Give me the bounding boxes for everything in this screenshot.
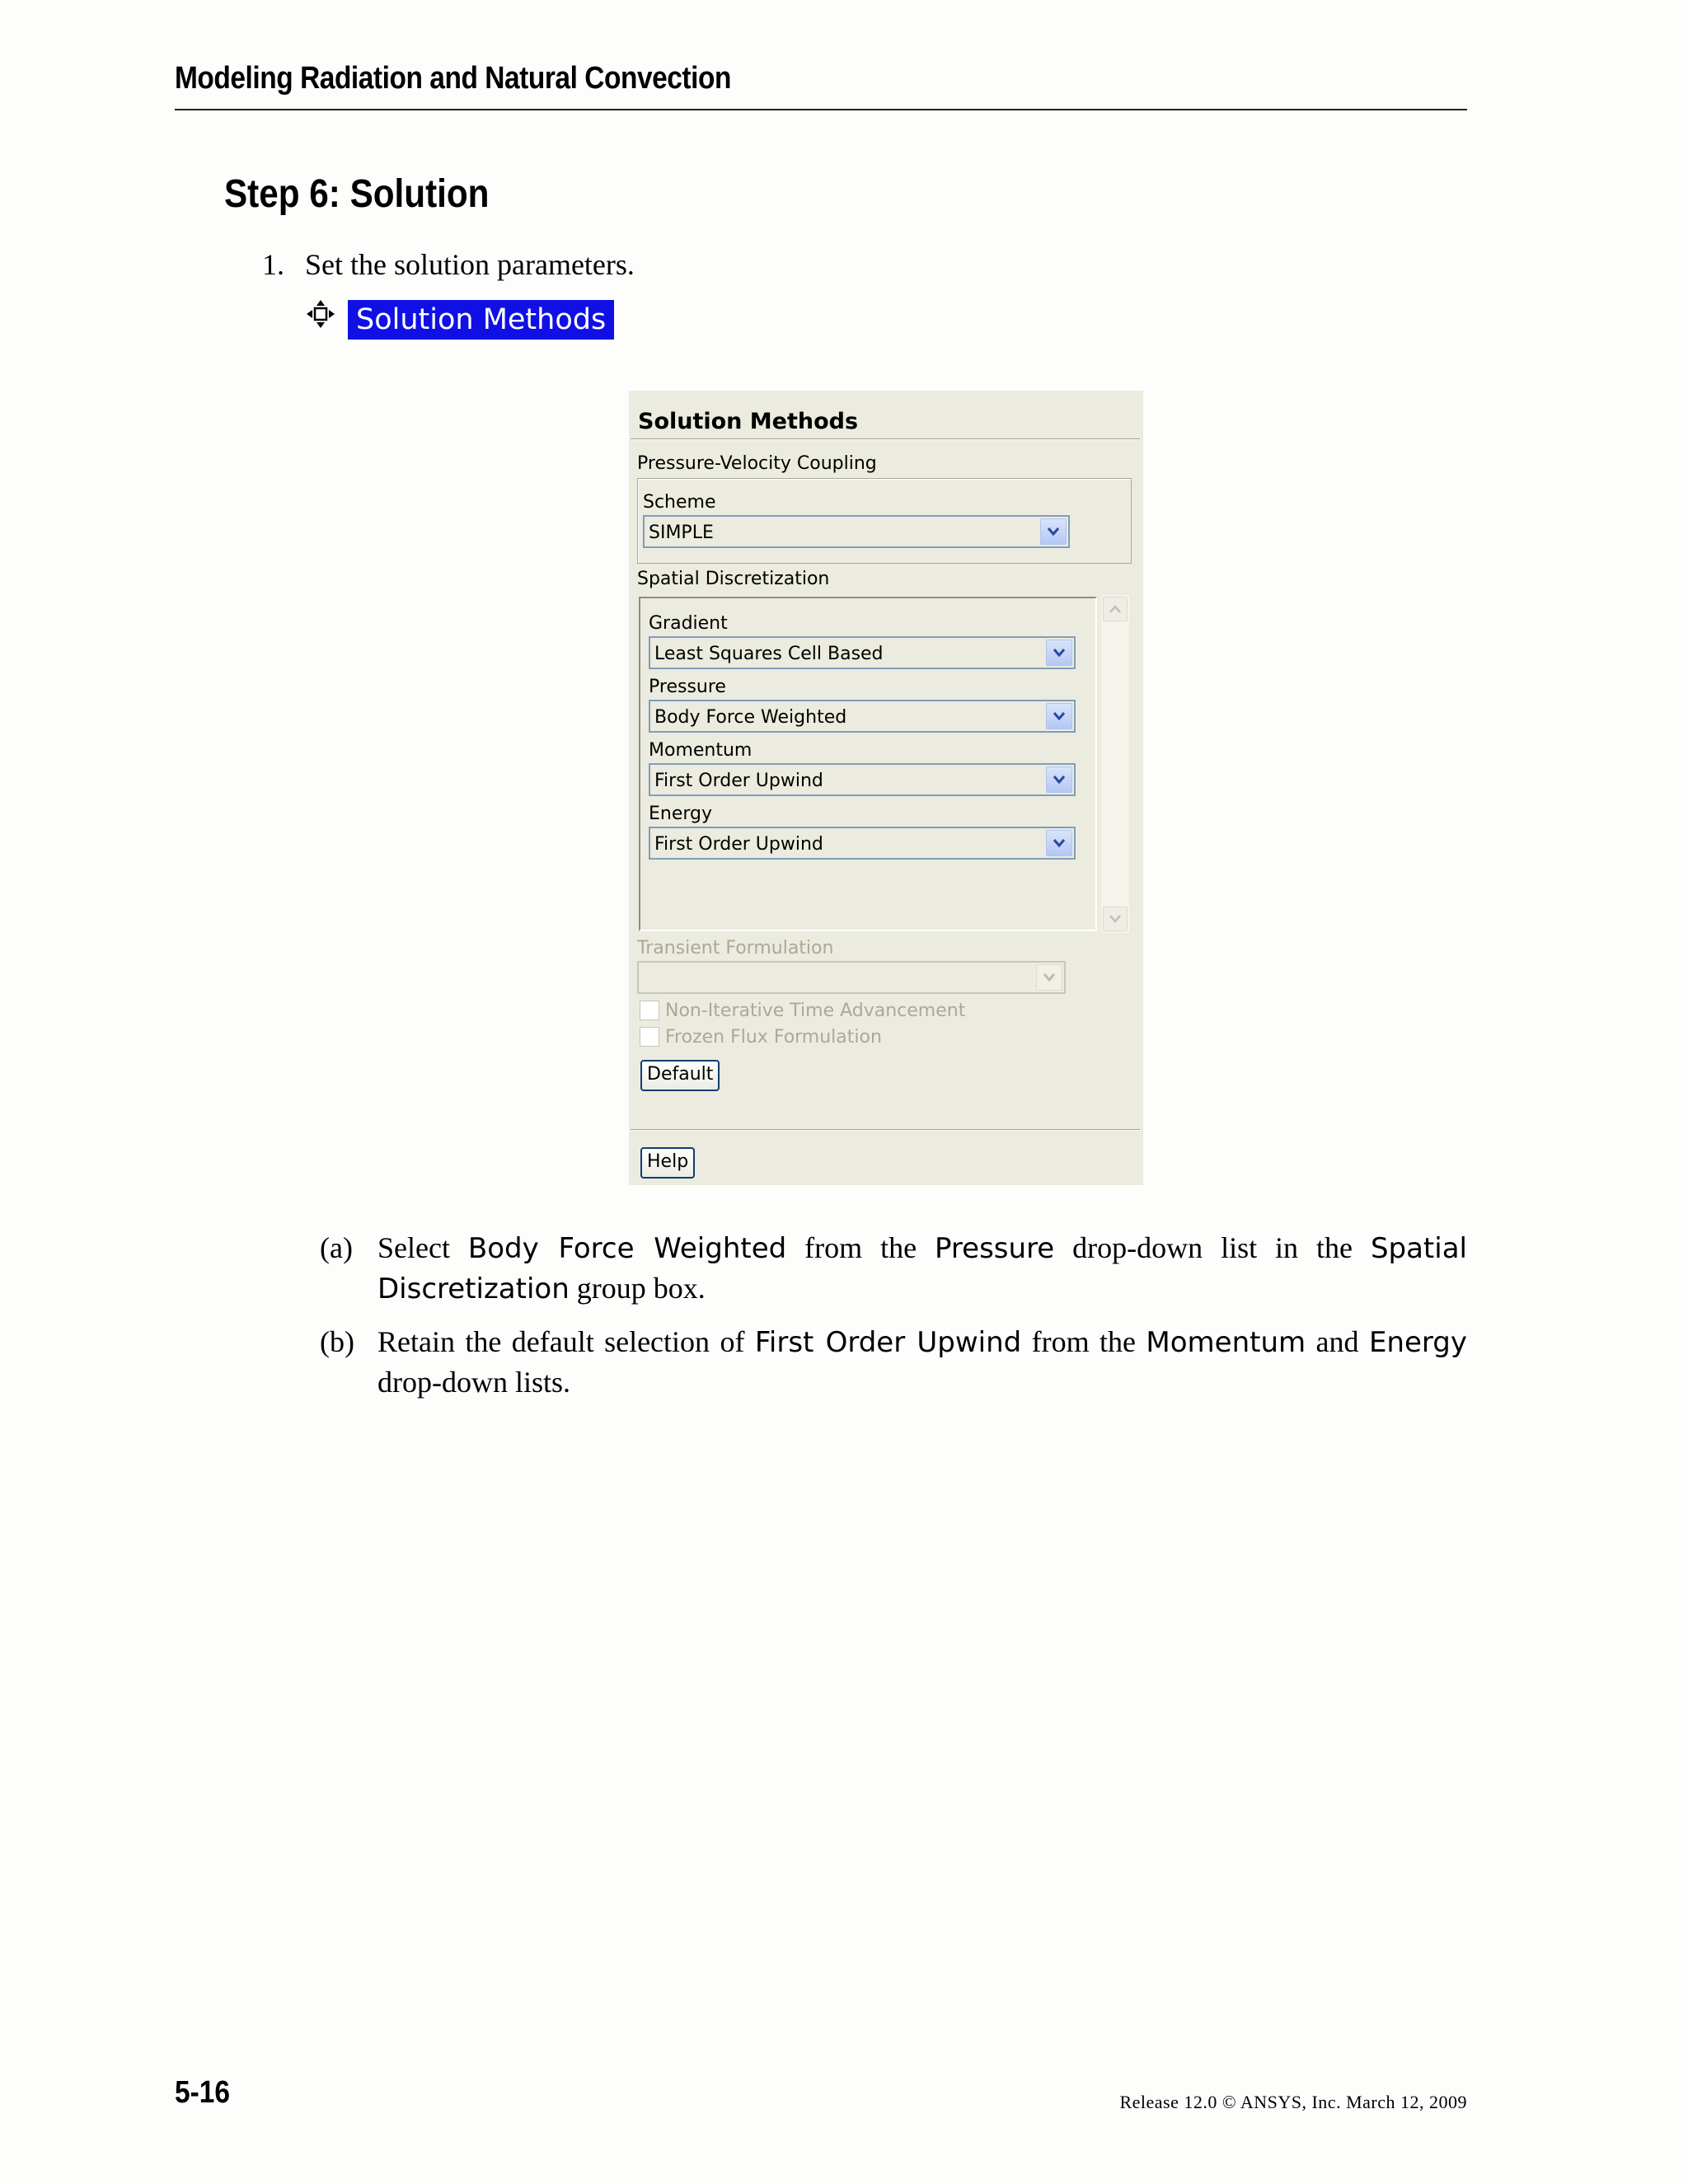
ui-term: Energy [1368, 1326, 1467, 1359]
footer-divider [631, 1129, 1140, 1130]
navigation-arrows-icon [305, 298, 336, 330]
non-iterative-checkbox[interactable] [640, 1001, 659, 1020]
scheme-label: Scheme [643, 492, 716, 513]
text-span: Select [377, 1231, 468, 1264]
text-span: drop-down lists. [377, 1366, 570, 1399]
gradient-label: Gradient [649, 613, 728, 634]
instruction-a [320, 1228, 1467, 1309]
scheme-value: SIMPLE [649, 523, 714, 543]
ui-term: Momentum [1146, 1326, 1306, 1359]
spatial-discretization-group [639, 597, 1097, 931]
ui-term: Body Force Weighted [467, 1232, 787, 1265]
section-title: Step 6: Solution [224, 172, 490, 216]
chevron-down-icon[interactable] [1046, 703, 1072, 729]
release-note: Release 12.0 © ANSYS, Inc. March 12, 2009 [1119, 2092, 1467, 2112]
energy-label: Energy [649, 804, 713, 824]
default-button[interactable]: Default [640, 1060, 720, 1091]
gradient-value: Least Squares Cell Based [654, 644, 884, 664]
momentum-value: First Order Upwind [654, 771, 823, 791]
ui-term: First Order Upwind [754, 1326, 1022, 1359]
chevron-down-icon[interactable] [1046, 640, 1072, 666]
solution-methods-link[interactable]: Solution Methods [348, 300, 614, 340]
text-span: group box. [569, 1272, 706, 1305]
pressure-label: Pressure [649, 677, 726, 697]
instruction-b [320, 1322, 1467, 1402]
help-button[interactable]: Help [640, 1147, 695, 1179]
pv-coupling-label: Pressure-Velocity Coupling [637, 453, 877, 474]
instruction-b-tag: (b) [320, 1325, 354, 1358]
chevron-down-icon[interactable] [1036, 964, 1062, 991]
transient-formulation-label: Transient Formulation [637, 938, 834, 958]
text-span: from the [786, 1231, 935, 1264]
pressure-dropdown[interactable] [649, 700, 1076, 733]
pressure-value: Body Force Weighted [654, 707, 847, 728]
panel-title: Solution Methods [638, 409, 859, 434]
scroll-up-icon[interactable] [1103, 597, 1128, 621]
instruction-a-tag: (a) [320, 1231, 353, 1264]
chevron-down-icon[interactable] [1046, 830, 1072, 856]
ui-term: Pressure [935, 1232, 1055, 1265]
solution-methods-panel [629, 391, 1143, 1185]
frozen-flux-label: Frozen Flux Formulation [665, 1027, 882, 1047]
energy-dropdown[interactable] [649, 827, 1076, 860]
energy-value: First Order Upwind [654, 834, 823, 855]
pv-coupling-group [637, 478, 1132, 564]
vertical-scrollbar[interactable] [1101, 595, 1129, 933]
text-span: from the [1021, 1325, 1146, 1358]
running-title: Modeling Radiation and Natural Convection [175, 61, 731, 96]
chevron-down-icon[interactable] [1046, 766, 1072, 793]
momentum-label: Momentum [649, 740, 753, 761]
frozen-flux-checkbox[interactable] [640, 1027, 659, 1047]
text-span: Retain the default selection of [377, 1325, 755, 1358]
header-rule [175, 109, 1467, 110]
text-span: drop-down list in the [1054, 1231, 1371, 1264]
spatial-discretization-label: Spatial Discretization [637, 569, 830, 589]
page-number: 5-16 [175, 2075, 230, 2110]
transient-formulation-dropdown[interactable] [637, 961, 1066, 994]
scroll-down-icon[interactable] [1103, 907, 1128, 931]
step-text: Set the solution parameters. [305, 248, 635, 281]
gradient-dropdown[interactable] [649, 636, 1076, 669]
step-number: 1. [262, 248, 284, 281]
title-divider [631, 438, 1140, 439]
step-item [262, 247, 635, 282]
chevron-down-icon[interactable] [1040, 518, 1067, 545]
non-iterative-label: Non-Iterative Time Advancement [665, 1001, 966, 1021]
text-span: and [1306, 1325, 1369, 1358]
ui-term: Spatial Discretization [377, 1232, 1467, 1305]
scheme-dropdown[interactable] [643, 515, 1070, 548]
momentum-dropdown[interactable] [649, 763, 1076, 796]
